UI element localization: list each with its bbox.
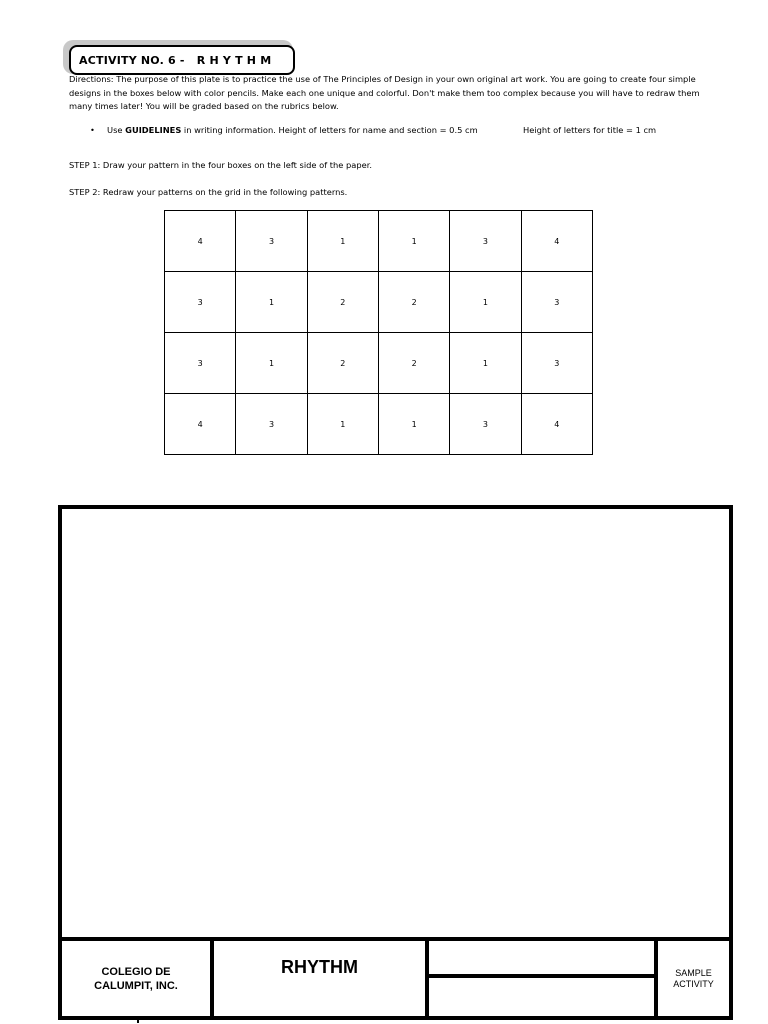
grid-row xyxy=(165,394,593,455)
sample-label-line-2: ACTIVITY xyxy=(673,978,714,989)
pattern-grid xyxy=(164,210,593,455)
grid-cell: 1 xyxy=(378,211,449,272)
grid-cell: 1 xyxy=(450,272,521,333)
bottom-tick-mark xyxy=(137,1018,139,1023)
grid-cell: 1 xyxy=(236,333,307,394)
step-1-text: STEP 1: Draw your pattern in the four boxes on the left side of the paper. xyxy=(69,160,373,170)
grid-cell: 2 xyxy=(307,272,378,333)
grid-row xyxy=(165,211,593,272)
grid-cell: 3 xyxy=(450,211,521,272)
grid-cell: 2 xyxy=(378,272,449,333)
grid-cell: 2 xyxy=(378,333,449,394)
grid-cell: 4 xyxy=(521,394,592,455)
school-name-line-1: COLEGIO DE xyxy=(101,965,171,978)
plate-title: RHYTHM xyxy=(281,957,358,977)
school-name-cell xyxy=(62,941,214,1016)
grid-row xyxy=(165,333,593,394)
grid-cell: 4 xyxy=(165,394,236,455)
grid-cell: 1 xyxy=(307,211,378,272)
activity-title: ACTIVITY NO. 6 - R H Y T H M xyxy=(69,45,295,75)
grid-cell: 4 xyxy=(165,211,236,272)
grid-cell: 3 xyxy=(236,211,307,272)
guidelines-keyword: GUIDELINES xyxy=(125,125,182,135)
grid-row xyxy=(165,272,593,333)
name-section-divider xyxy=(429,974,654,978)
grid-cell: 4 xyxy=(521,211,592,272)
sample-activity-cell xyxy=(658,941,729,1016)
sample-label-line-1: SAMPLE xyxy=(675,967,712,978)
grid-cell: 3 xyxy=(521,272,592,333)
guidelines-bullet xyxy=(90,125,710,139)
plate-title-cell xyxy=(214,941,429,1016)
grid-cell: 1 xyxy=(450,333,521,394)
grid-cell: 2 xyxy=(307,333,378,394)
name-section-cell xyxy=(429,941,658,1016)
grid-cell: 1 xyxy=(378,394,449,455)
step-2-text: STEP 2: Redraw your patterns on the grid in the following patterns. xyxy=(69,187,348,197)
guidelines-suffix: in writing information. Height of letters for name and section = 0.5 cm xyxy=(181,125,478,135)
grid-cell: 1 xyxy=(307,394,378,455)
title-block xyxy=(62,937,729,1016)
grid-cell: 1 xyxy=(236,272,307,333)
grid-cell: 3 xyxy=(450,394,521,455)
guidelines-text xyxy=(107,125,478,135)
guidelines-prefix: Use xyxy=(107,125,126,135)
grid-cell: 3 xyxy=(165,272,236,333)
grid-cell: 3 xyxy=(521,333,592,394)
drawing-plate-frame xyxy=(58,505,733,1020)
grid-cell: 3 xyxy=(236,394,307,455)
school-name-line-2: CALUMPIT, INC. xyxy=(94,979,178,992)
grid-cell: 3 xyxy=(165,333,236,394)
title-height-text: Height of letters for title = 1 cm xyxy=(523,125,657,135)
bullet-icon: • xyxy=(90,125,95,135)
directions-text: Directions: The purpose of this plate is to practice the use of The Principles of Design in your own original art work. You are going to create four simple designs in the boxes below with color pencils. Make each one unique and colorful. Don't make them too complex because you will have to redraw them many times later! You will be graded based on the rubrics below. xyxy=(69,74,700,111)
